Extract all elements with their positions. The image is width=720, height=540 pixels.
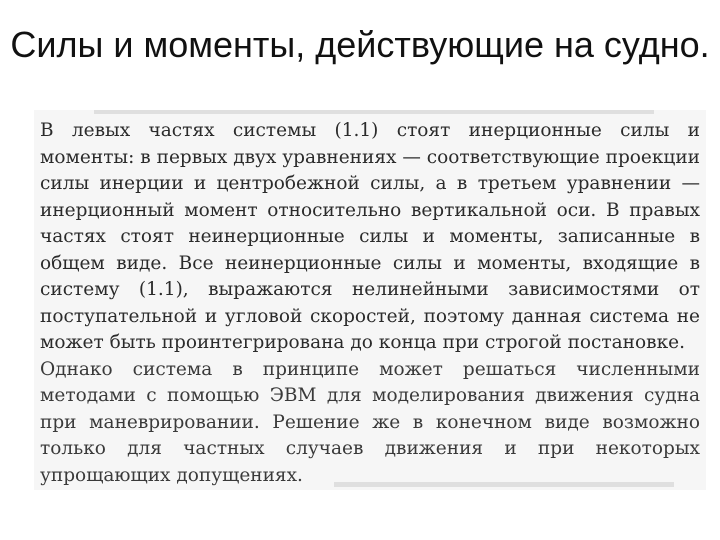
paragraph-inertial-forces: В левых частях системы (1.1) стоят инерционные силы и моменты: в первых двух уравнениях — соответствующие проекции силы инерции и центробежной силы, а в третьем уравнении — инерционный момент относительно вертикальной оси. В правых частях стоят неинерционные силы и моменты, записанные в общем виде. Все неинерционные силы и моменты, входящие в систему (1.1), выражаются нелинейными зависимостями от поступательной и угловой скоростей, поэтому данная система не может быть проинтегрирована до конца при строгой постановке. xyxy=(40,120,700,353)
scan-artifact-top xyxy=(94,110,654,114)
scanned-text xyxy=(40,118,700,489)
slide-title: Силы и моменты, действующие на судно. xyxy=(10,24,710,65)
paragraph-numerical-solution: Однако система в принципе может решаться численными методами с помощью ЭВМ для моделирования движения судна при маневрировании. Решение же в конечном виде возможно только для частных случаев движения и при некоторых упрощающих допущениях. xyxy=(40,358,700,486)
scanned-text-image xyxy=(34,110,706,490)
